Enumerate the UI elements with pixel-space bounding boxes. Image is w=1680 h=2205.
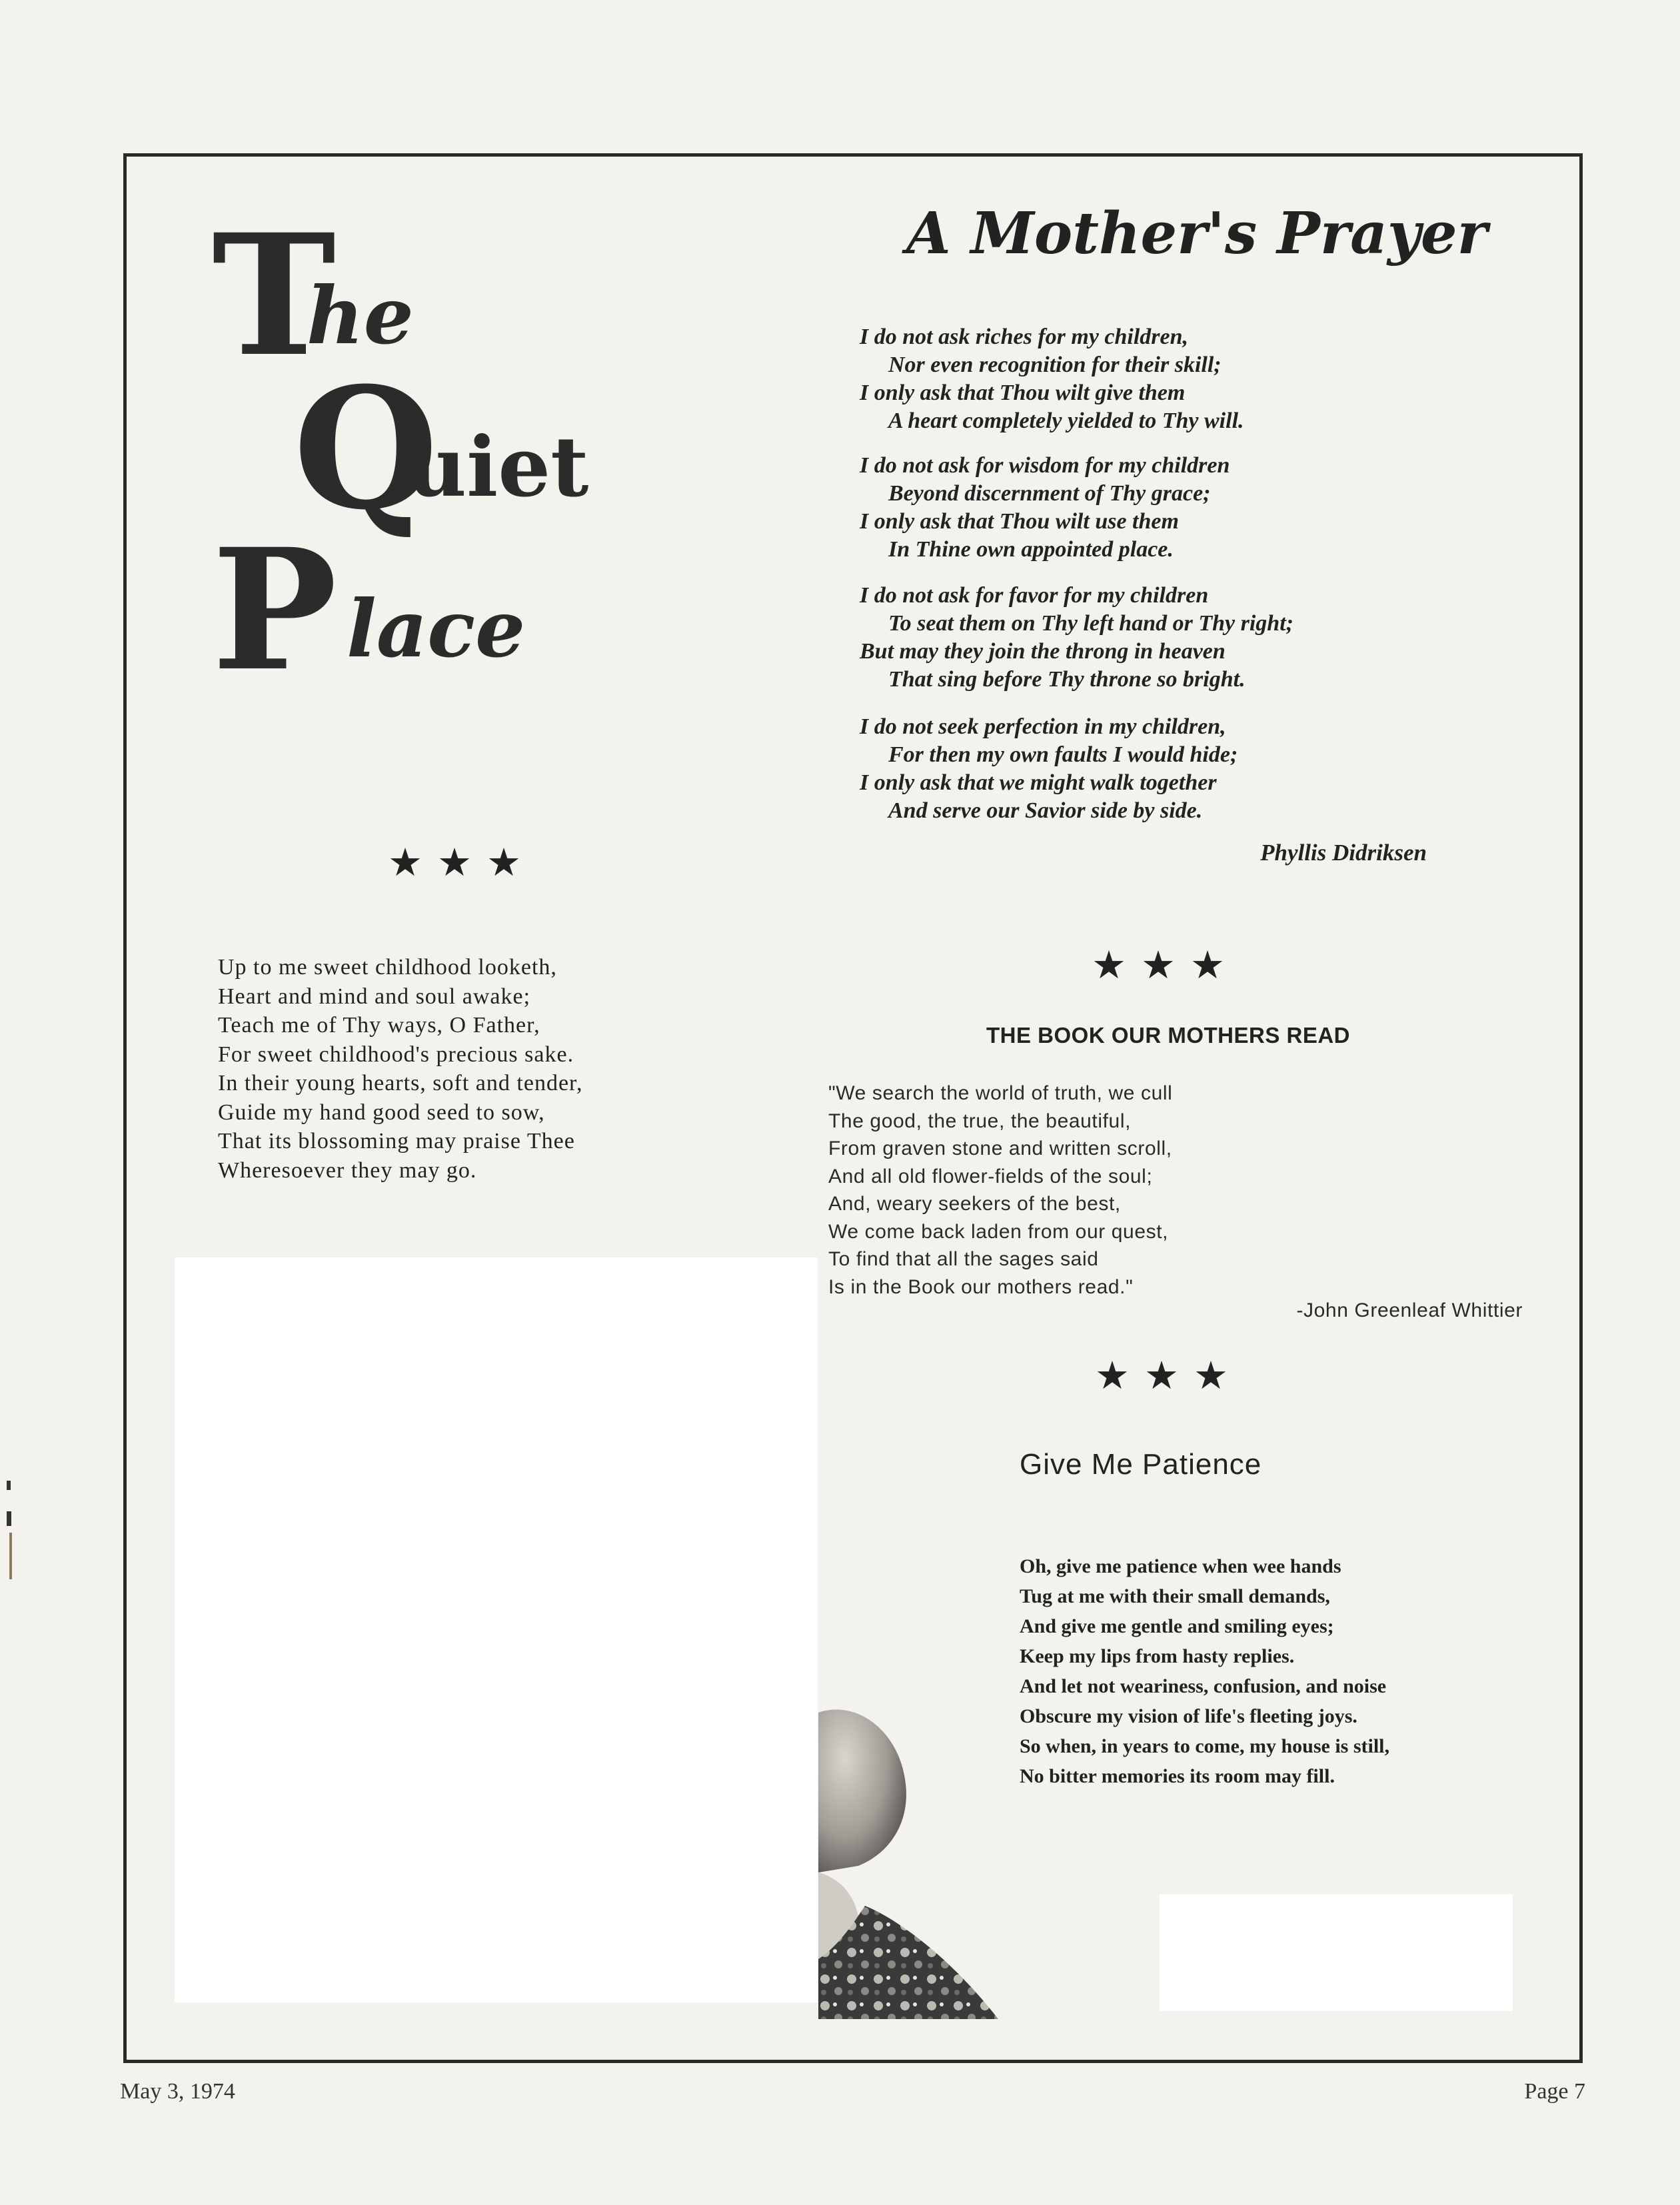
star-divider-right-2: ★★★ — [1095, 1353, 1243, 1398]
poem-line: So when, in years to come, my house is still, — [1020, 1735, 1389, 1757]
poem-line: Oh, give me patience when wee hands — [1020, 1555, 1341, 1577]
scan-mark — [7, 1481, 11, 1490]
poem-line: Keep my lips from hasty replies. — [1020, 1645, 1295, 1667]
stanza-line: I do not ask for favor for my children — [860, 583, 1209, 608]
poem-line: For sweet childhood's precious sake. — [218, 1042, 574, 1067]
poem-line: No bitter memories its room may fill. — [1020, 1765, 1335, 1787]
poem-line: Wheresoever they may go. — [218, 1157, 477, 1183]
title-cap-t: T — [212, 197, 333, 393]
footer-page-number: Page 7 — [1524, 2079, 1585, 2104]
title-lace: lace — [347, 582, 526, 675]
poem-line: To find that all the sages said — [828, 1248, 1099, 1270]
prayer-stanza — [860, 323, 1459, 435]
footer-date: May 3, 1974 — [120, 2079, 235, 2104]
stanza-line: I do not seek perfection in my children, — [860, 714, 1226, 739]
poem-line: And all old flower-fields of the soul; — [828, 1165, 1153, 1187]
stanza-line: I only ask that Thou wilt use them — [860, 509, 1179, 534]
title-cap-p: P — [212, 512, 333, 708]
stanza-line: I only ask that we might walk together — [860, 770, 1217, 795]
poem-line: We come back laden from our quest, — [828, 1220, 1169, 1243]
title-uiet: uiet — [407, 419, 589, 516]
star-divider-left: ★★★ — [388, 840, 536, 885]
book-section-heading: THE BOOK OUR MOTHERS READ — [986, 1023, 1351, 1048]
stanza-line: Nor even recognition for their skill; — [888, 353, 1222, 377]
poem-line: And let not weariness, confusion, and noise — [1020, 1675, 1387, 1697]
mothers-prayer-title: A Mother's Prayer — [906, 200, 1487, 267]
poem-line: Obscure my vision of life's fleeting joys. — [1020, 1705, 1357, 1727]
poem-line: "We search the world of truth, we cull — [828, 1082, 1173, 1104]
patience-title: Give Me Patience — [1020, 1448, 1262, 1481]
stanza-line: I only ask that Thou wilt give them — [860, 380, 1186, 405]
stanza-line: Beyond discernment of Thy grace; — [888, 481, 1211, 506]
poem-line: Up to me sweet childhood looketh, — [218, 955, 557, 980]
poem-line: Teach me of Thy ways, O Father, — [218, 1013, 540, 1038]
book-author: -John Greenleaf Whittier — [1296, 1299, 1523, 1321]
prayer-stanza — [860, 582, 1459, 694]
stanza-line: To seat them on Thy left hand or Thy right; — [888, 611, 1293, 636]
patience-poem — [1020, 1551, 1389, 1791]
poem-line: And, weary seekers of the best, — [828, 1193, 1121, 1215]
stanza-line: I do not ask for wisdom for my children — [860, 453, 1230, 478]
poem-line: From graven stone and written scroll, — [828, 1137, 1172, 1159]
masked-image-area — [175, 1257, 818, 2002]
title-cap-q: Q — [293, 351, 434, 546]
scan-mark — [9, 1533, 12, 1579]
stanza-line: But may they join the throng in heaven — [860, 639, 1226, 664]
poem-line: The good, the true, the beautiful, — [828, 1109, 1132, 1132]
stanza-line: I do not ask riches for my children, — [860, 325, 1189, 349]
prayer-stanza — [860, 713, 1459, 825]
stanza-line: And serve our Savior side by side. — [888, 798, 1203, 823]
book-poem — [828, 1080, 1172, 1301]
stanza-line: For then my own faults I would hide; — [888, 742, 1238, 767]
poem-line: Guide my hand good seed to sow, — [218, 1100, 545, 1125]
stanza-line: A heart completely yielded to Thy will. — [888, 408, 1244, 433]
scan-mark — [7, 1511, 11, 1526]
poem-line: That its blossoming may praise Thee — [218, 1129, 575, 1153]
poem-line: Heart and mind and soul awake; — [218, 984, 531, 1009]
poem-line: In their young hearts, soft and tender, — [218, 1071, 583, 1096]
title-he: he — [307, 269, 414, 362]
masked-caption-area — [1160, 1894, 1513, 2011]
poem-line: Is in the Book our mothers read." — [828, 1275, 1134, 1298]
prayer-stanza — [860, 452, 1459, 564]
stanza-line: In Thine own appointed place. — [888, 537, 1174, 562]
prayer-author: Phyllis Didriksen — [1260, 840, 1427, 866]
poem-line: And give me gentle and smiling eyes; — [1020, 1615, 1334, 1637]
left-poem — [218, 953, 751, 1185]
poem-line: Tug at me with their small demands, — [1020, 1585, 1330, 1607]
star-divider-right-1: ★★★ — [1092, 942, 1240, 988]
stanza-line: That sing before Thy throne so bright. — [888, 667, 1246, 692]
